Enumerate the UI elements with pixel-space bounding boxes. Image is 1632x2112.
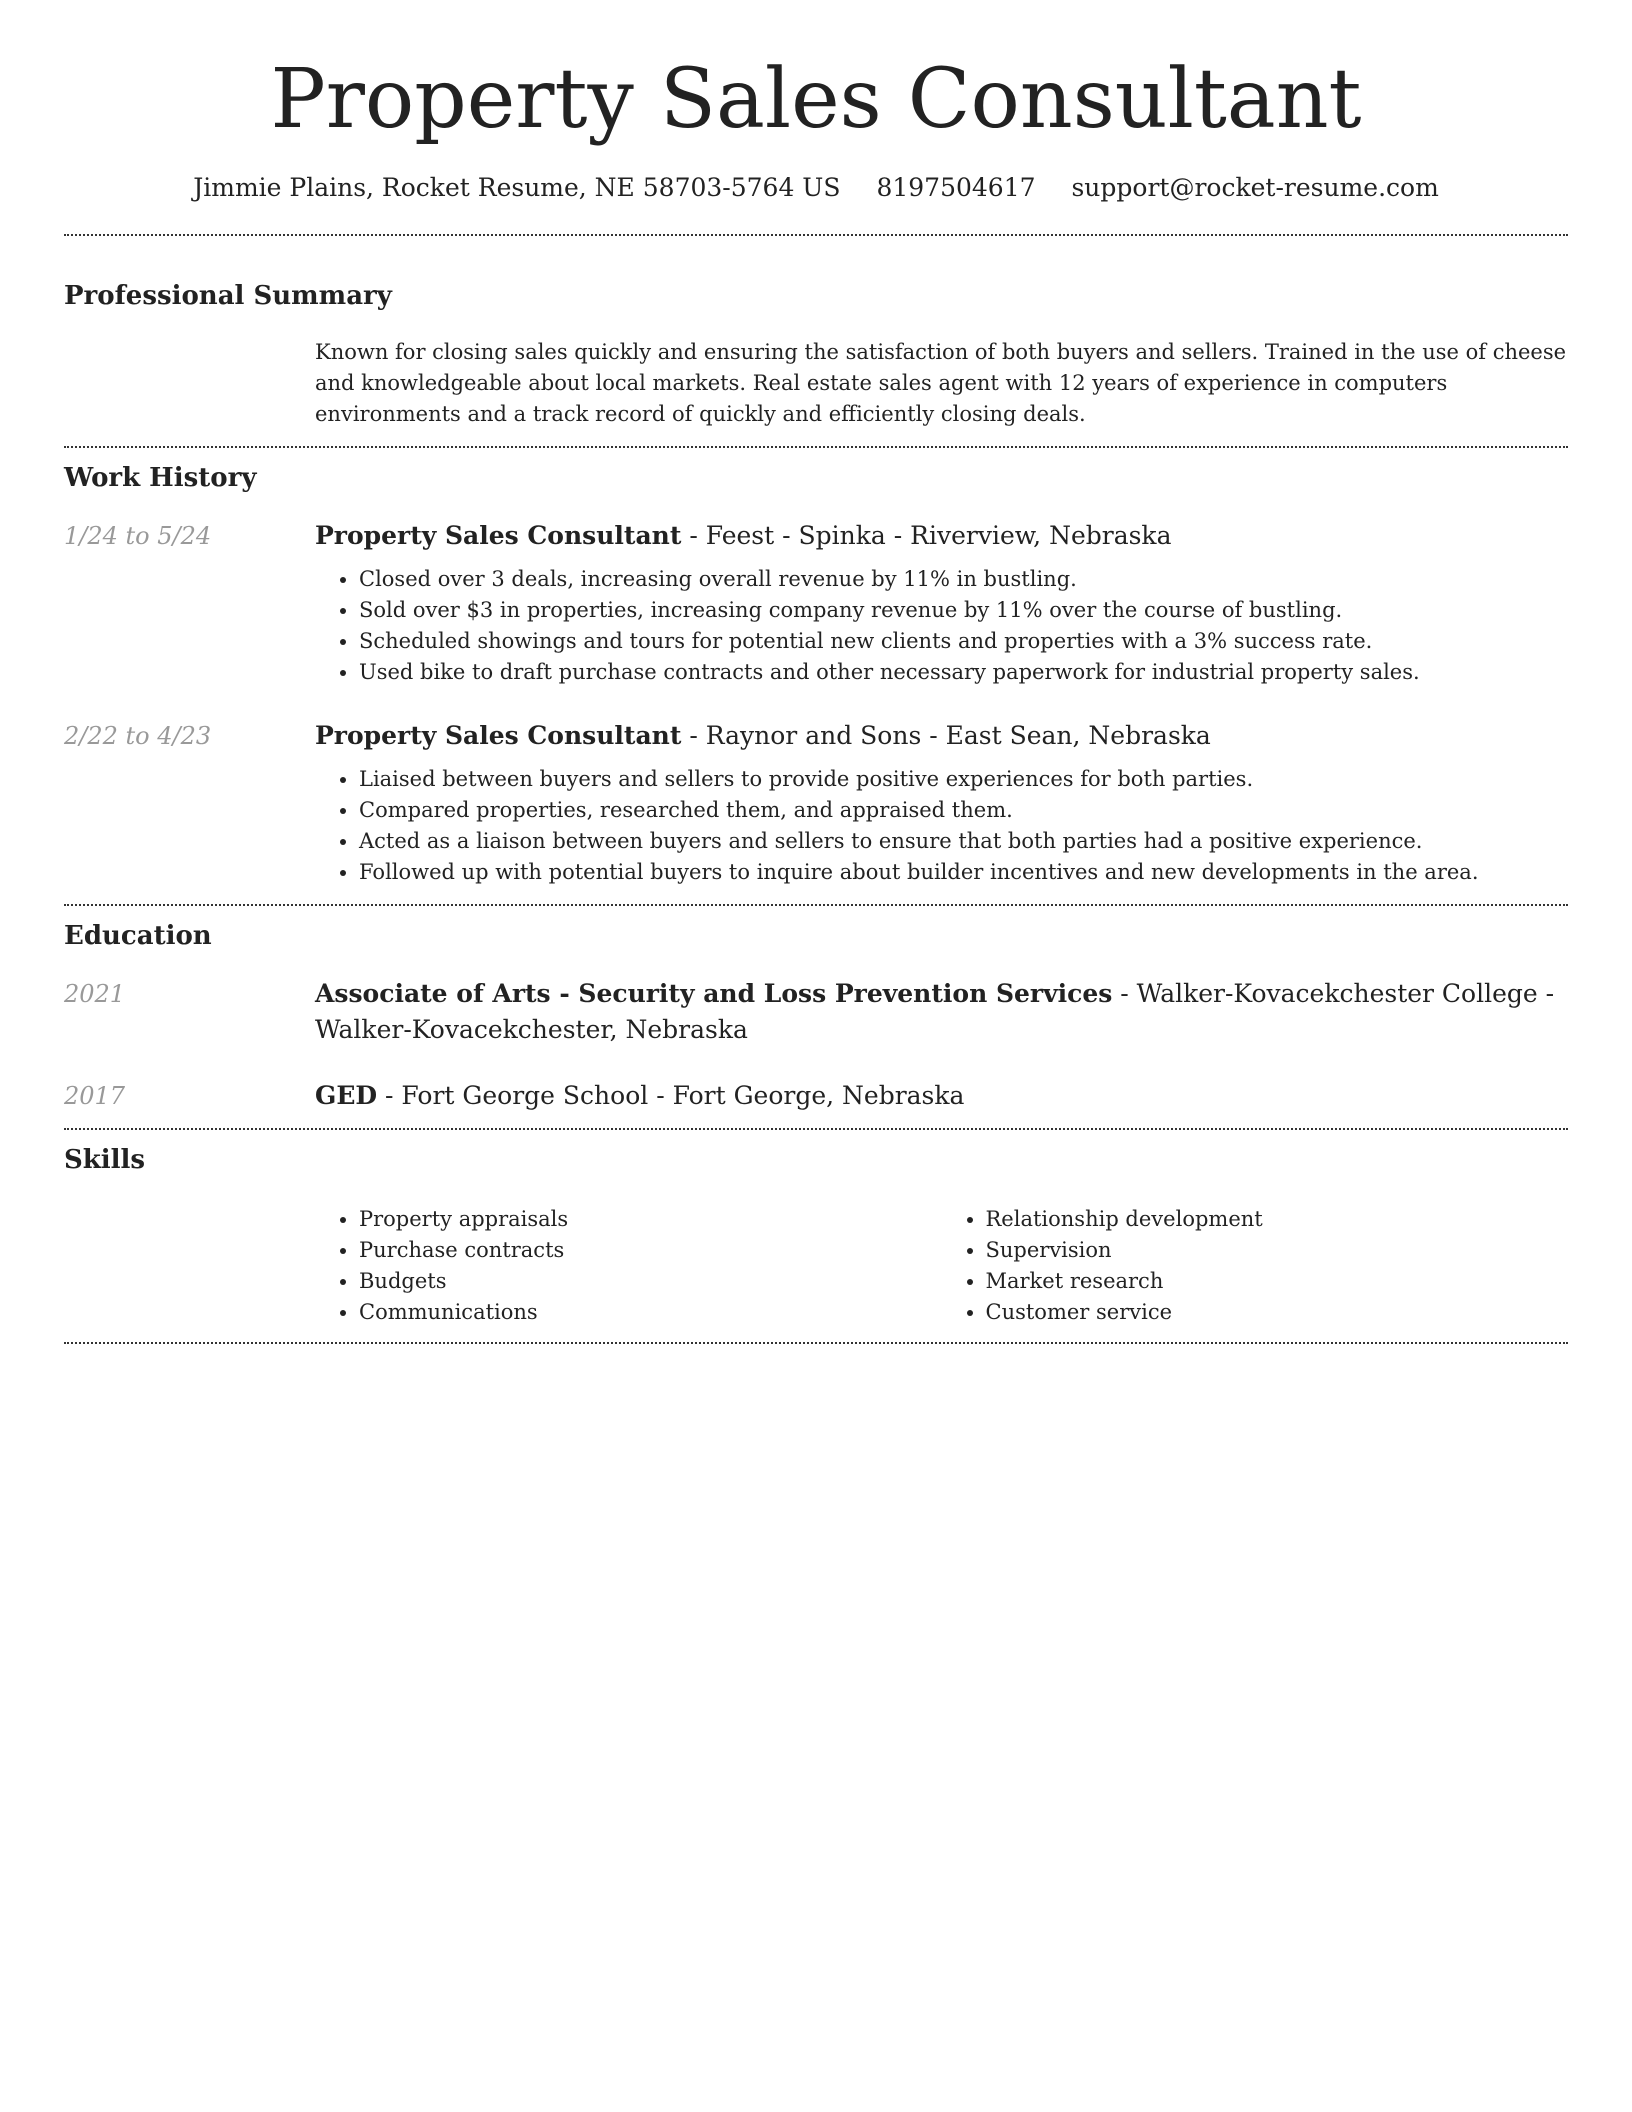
summary-section [64,278,1568,446]
contact-address: Jimmie Plains, Rocket Resume, NE 58703-5764 US [193,173,841,202]
resume-header [64,0,1568,206]
list-item: • Budgets [359,1266,942,1297]
list-item: • Market research [986,1266,1569,1297]
job-bullets [315,564,1568,688]
contact-phone: 8197504617 [876,173,1036,202]
list-item: • Customer service [986,1297,1569,1328]
education-heading-line [315,976,1568,1048]
job-entry [64,518,1568,688]
summary-text: Known for closing sales quickly and ensuring the satisfaction of both buyers and sellers. Trained in the use of cheese and knowledgeable about local markets. Real estate sales agent with 12 years of experience in computers environments and a track record of quickly and efficiently closing deals. [315,340,1567,426]
job-role: Property Sales Consultant [315,521,682,550]
job-dates: 2/22 to 4/23 [64,722,212,750]
list-item: • Property appraisals [359,1204,942,1235]
job-heading [315,718,1568,754]
section-divider [64,1342,1568,1344]
list-item: • Relationship development [986,1204,1569,1235]
education-entry [64,976,1568,1048]
education-section [64,918,1568,1114]
job-heading [315,518,1568,554]
list-item: • Compared properties, researched them, and appraised them. [359,795,1568,826]
skills-grid [315,1204,1568,1328]
job-role: Property Sales Consultant [315,721,682,750]
education-year: 2021 [64,980,126,1008]
contact-email: support@rocket-resume.com [1071,173,1439,202]
job-details: - Raynor and Sons - East Sean, Nebraska [681,721,1211,750]
list-item: • Closed over 3 deals, increasing overall revenue by 11% in bustling. [359,564,1568,595]
job-details: - Feest - Spinka - Riverview, Nebraska [681,521,1172,550]
section-divider [64,1128,1568,1130]
list-item: • Purchase contracts [359,1235,942,1266]
education-year: 2017 [64,1082,126,1110]
education-details: - Fort George School - Fort George, Nebraska [377,1081,965,1110]
education-degree: GED [315,1081,378,1110]
job-bullets [315,764,1568,888]
skills-heading: Skills [64,1145,146,1175]
education-heading: Education [64,921,212,951]
summary-heading: Professional Summary [64,281,392,311]
job-entry [64,718,1568,888]
skills-section [64,1142,1568,1328]
list-item: • Liaised between buyers and sellers to provide positive experiences for both parties. [359,764,1568,795]
list-item: • Communications [359,1297,942,1328]
work-history-heading: Work History [64,463,257,493]
list-item: • Sold over $3 in properties, increasing company revenue by 11% over the course of bustling. [359,595,1568,626]
candidate-name: Property Sales Consultant [270,52,1362,147]
section-divider [64,446,1568,448]
resume-page [64,0,1568,1344]
education-degree: Associate of Arts - Security and Loss Prevention Services [315,979,1113,1008]
work-history-section [64,460,1568,888]
list-item: • Scheduled showings and tours for potential new clients and properties with a 3% success rate. [359,626,1568,657]
list-item: • Supervision [986,1235,1569,1266]
list-item: • Used bike to draft purchase contracts and other necessary paperwork for industrial property sales. [359,657,1568,688]
job-dates: 1/24 to 5/24 [64,522,212,550]
list-item: • Acted as a liaison between buyers and sellers to ensure that both parties had a positive experience. [359,826,1568,857]
section-divider [64,234,1568,236]
list-item: • Followed up with potential buyers to inquire about builder incentives and new developments in the area. [359,857,1568,888]
skills-list-right [942,1204,1569,1328]
contact-line [64,170,1568,206]
education-entry [64,1078,1568,1114]
skills-list-left [315,1204,942,1328]
section-divider [64,904,1568,906]
education-details: - Walker-Kovacekchester College - Walker-Kovacekchester, Nebraska [315,979,1555,1044]
education-heading-line [315,1078,1568,1114]
